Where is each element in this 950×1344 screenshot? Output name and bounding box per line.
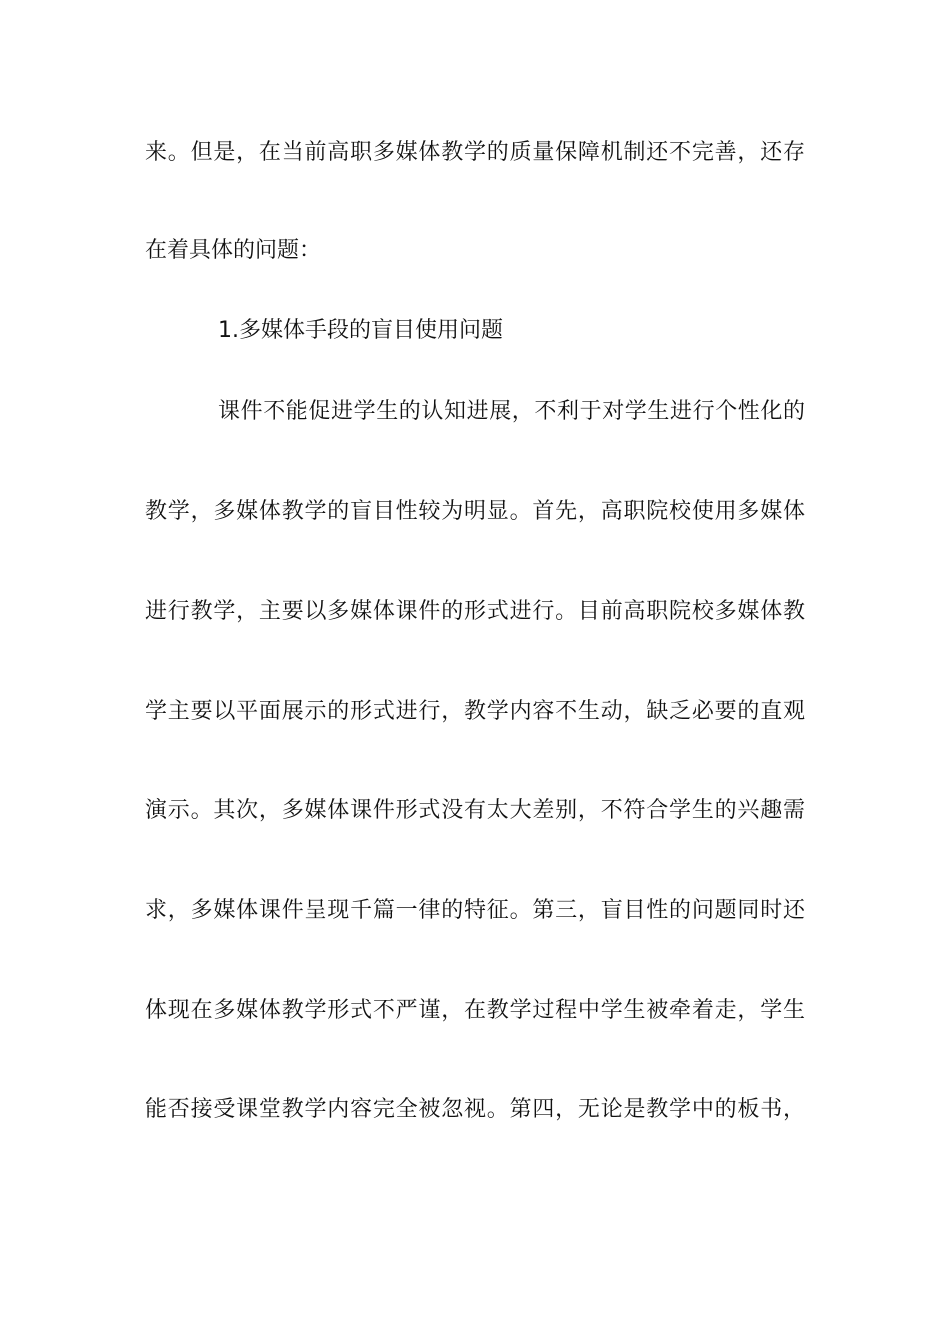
- section-heading: 1.多媒体手段的盲目使用问题: [218, 318, 503, 343]
- paragraph-line-6: 进行教学，主要以多媒体课件的形式进行。目前高职院校多媒体教: [145, 599, 805, 624]
- paragraph-line-2: 在着具体的问题：: [145, 238, 322, 263]
- paragraph-line-1: 来。但是，在当前高职多媒体教学的质量保障机制还不完善，还存: [145, 140, 805, 165]
- paragraph-line-4: 课件不能促进学生的认知进展，不利于对学生进行个性化的: [218, 399, 805, 424]
- paragraph-line-11: 能否接受课堂教学内容完全被忽视。第四，无论是教学中的板书，: [145, 1097, 805, 1122]
- paragraph-line-5: 教学，多媒体教学的盲目性较为明显。首先，高职院校使用多媒体: [145, 499, 805, 524]
- paragraph-line-8: 演示。其次，多媒体课件形式没有太大差别，不符合学生的兴趣需: [145, 798, 805, 823]
- paragraph-line-9: 求，多媒体课件呈现千篇一律的特征。第三，盲目性的问题同时还: [145, 898, 805, 923]
- paragraph-line-7: 学主要以平面展示的形式进行，教学内容不生动，缺乏必要的直观: [145, 699, 805, 724]
- paragraph-line-10: 体现在多媒体教学形式不严谨，在教学过程中学生被牵着走，学生: [145, 998, 805, 1023]
